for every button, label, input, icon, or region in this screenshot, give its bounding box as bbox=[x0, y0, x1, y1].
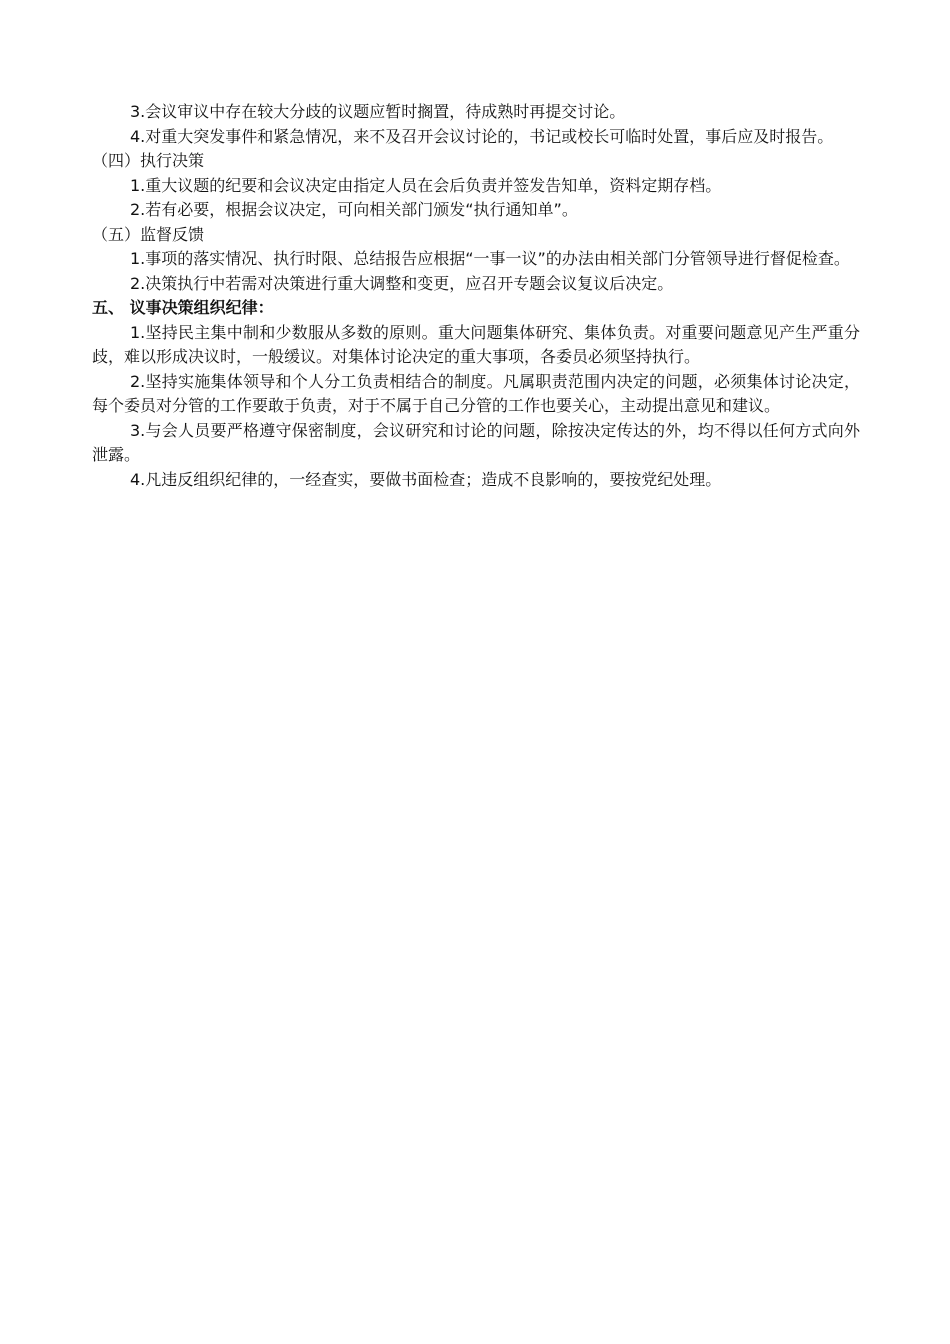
paragraph-supervision-item-1: 1.事项的落实情况、执行时限、总结报告应根据“一事一议”的办法由相关部门分管领导进行督促检查。 bbox=[130, 249, 850, 268]
paragraph-execute-item-2: 2.若有必要，根据会议决定，可向相关部门颁发“执行通知单”。 bbox=[130, 200, 578, 219]
section-heading-discipline: 五、 议事决策组织纪律： bbox=[92, 298, 274, 317]
paragraph-discipline-item-3: 3.与会人员要严格遵守保密制度，会议研究和讨论的问题，除按决定传达的外，均不得以任何方式向外泄露。 bbox=[92, 420, 860, 464]
paragraph-supervision-item-2: 2.决策执行中若需对决策进行重大调整和变更，应召开专题会议复议后决定。 bbox=[130, 273, 674, 293]
paragraph-discipline-item-2: 2.坚持实施集体领导和个人分工负责相结合的制度。凡属职责范围内决定的问题，必须集体讨论决定，每个委员对分管的工作要敢于负责，对于不属于自己分管的工作也要关心，主动提出意见和建议。 bbox=[92, 371, 860, 415]
paragraph-item-4-emergency-handling: 4.对重大突发事件和紧急情况，来不及召开会议讨论的，书记或校长可临时处置，事后应及时报告。 bbox=[130, 126, 834, 146]
document-body bbox=[92, 100, 860, 492]
paragraph-execute-item-1: 1.重大议题的纪要和会议决定由指定人员在会后负责并签发告知单，资料定期存档。 bbox=[130, 175, 722, 195]
paragraph-discipline-item-4: 4.凡违反组织纪律的，一经查实，要做书面检查；造成不良影响的，要按党纪处理。 bbox=[130, 469, 722, 489]
subheading-execute-decision: （四）执行决策 bbox=[92, 151, 205, 170]
paragraph-item-3-shelve-disputes: 3.会议审议中存在较大分歧的议题应暂时搁置，待成熟时再提交讨论。 bbox=[130, 102, 626, 121]
subheading-supervision-feedback: （五）监督反馈 bbox=[92, 224, 205, 244]
paragraph-discipline-item-1: 1.坚持民主集中制和少数服从多数的原则。重大问题集体研究、集体负责。对重要问题意见产生严重分歧，难以形成决议时，一般缓议。对集体讨论决定的重大事项，各委员必须坚持执行。 bbox=[92, 322, 860, 366]
